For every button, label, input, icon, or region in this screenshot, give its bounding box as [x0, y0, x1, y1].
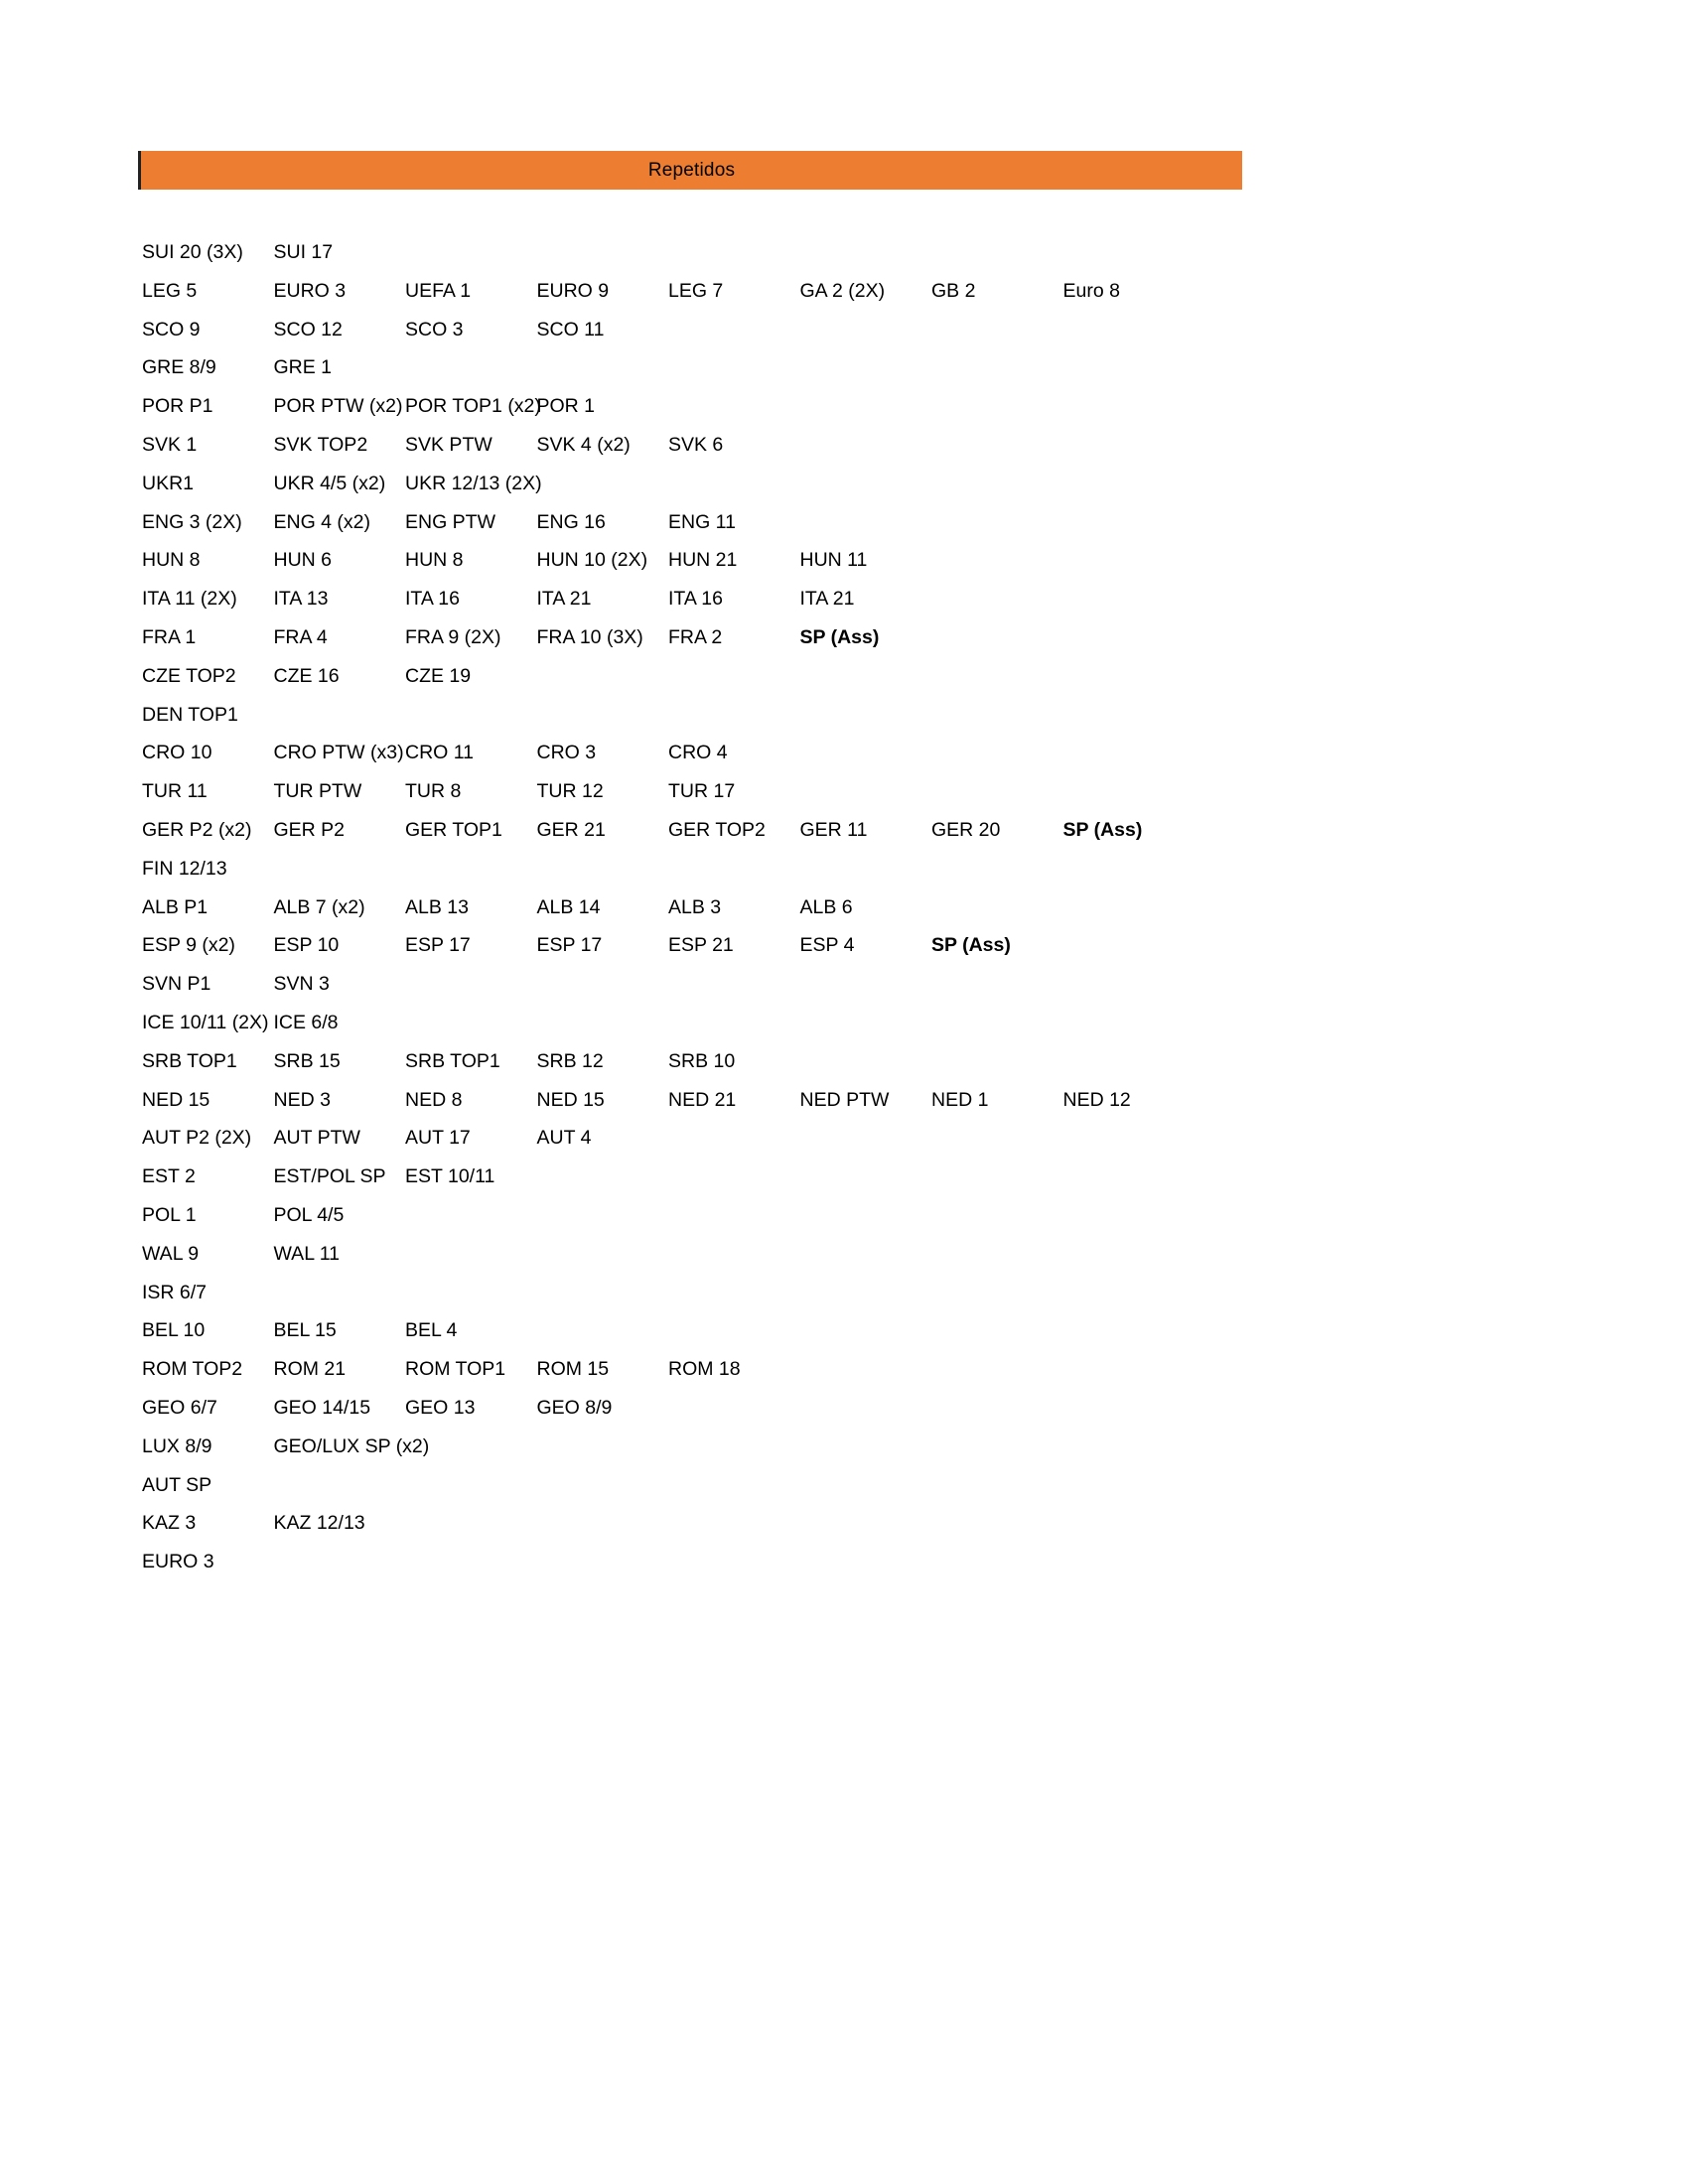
table-cell: POR P1	[142, 395, 213, 418]
table-cell: SVN P1	[142, 973, 211, 996]
table-cell: AUT 17	[405, 1127, 471, 1150]
table-cell: ROM TOP1	[405, 1358, 506, 1381]
table-row	[142, 465, 1284, 503]
table-row	[142, 965, 1284, 1004]
table-cell: ESP 9 (x2)	[142, 934, 235, 957]
table-cell: FRA 4	[273, 625, 328, 648]
table-row	[142, 580, 1284, 618]
table-cell: ESP 21	[668, 934, 734, 957]
table-row	[142, 926, 1284, 965]
table-cell: GER 21	[536, 818, 606, 841]
table-cell: SVK PTW	[405, 433, 492, 456]
table-row	[142, 503, 1284, 542]
table-cell: CRO 10	[142, 742, 212, 764]
table-cell: SRB 10	[668, 1049, 736, 1072]
table-cell: AUT SP	[142, 1473, 212, 1496]
table-cell: TUR 12	[536, 780, 604, 803]
table-row	[142, 1004, 1284, 1042]
table-cell: CRO PTW (x3)	[273, 742, 404, 764]
table-cell: LUX 8/9	[142, 1434, 212, 1457]
table-cell: UKR1	[142, 472, 195, 494]
table-cell: EURO 3	[142, 1551, 214, 1573]
table-cell: ROM 18	[668, 1358, 741, 1381]
table-cell: AUT 4	[536, 1127, 592, 1150]
table-cell: POL 1	[142, 1203, 197, 1226]
table-cell: SRB TOP1	[142, 1049, 237, 1072]
table-cell: FRA 10 (3X)	[536, 625, 643, 648]
table-cell: GRE 8/9	[142, 356, 216, 379]
table-cell: ENG PTW	[405, 510, 495, 533]
table-cell: GEO 13	[405, 1396, 476, 1419]
table-cell: GA 2 (2X)	[799, 279, 886, 302]
table-cell: KAZ 3	[142, 1512, 197, 1535]
table-cell: UEFA 1	[405, 279, 472, 302]
table-cell: BEL 10	[142, 1319, 206, 1342]
table-cell: LEG 5	[142, 279, 198, 302]
table-cell: GRE 1	[273, 356, 333, 379]
table-cell: FRA 9 (2X)	[405, 625, 501, 648]
table-cell: GB 2	[931, 279, 976, 302]
table-cell: ITA 16	[405, 588, 460, 611]
table-cell: SRB 12	[536, 1049, 604, 1072]
table-cell: ITA 21	[799, 588, 855, 611]
table-cell: SVN 3	[273, 973, 330, 996]
table-cell: SP (Ass)	[1062, 818, 1143, 841]
table-cell: GER TOP1	[405, 818, 502, 841]
table-cell: EST/POL SP	[273, 1165, 386, 1188]
table-row	[142, 1042, 1284, 1081]
table-cell: ITA 21	[536, 588, 592, 611]
table-cell: GER 20	[931, 818, 1001, 841]
table-cell: NED PTW	[799, 1088, 890, 1111]
table-cell: TUR 8	[405, 780, 462, 803]
table-cell: SCO 12	[273, 318, 343, 341]
table-row	[142, 772, 1284, 811]
table-row	[142, 1428, 1284, 1466]
table-cell: ALB 13	[405, 895, 469, 918]
table-row	[142, 1274, 1284, 1312]
table-row	[142, 1350, 1284, 1389]
table-row	[142, 696, 1284, 735]
table-cell: ROM 21	[273, 1358, 347, 1381]
table-cell: SRB TOP1	[405, 1049, 500, 1072]
table-cell: ITA 16	[668, 588, 723, 611]
table-cell: HUN 8	[142, 549, 201, 572]
table-cell: CZE 19	[405, 664, 472, 687]
table-cell: FIN 12/13	[142, 857, 227, 880]
table-cell: GER 11	[799, 818, 868, 841]
table-cell: FRA 2	[668, 625, 723, 648]
sheet-header-bar	[138, 151, 1242, 190]
table-cell: HUN 10 (2X)	[536, 549, 648, 572]
table-cell: ESP 17	[536, 934, 603, 957]
table-cell: SCO 3	[405, 318, 464, 341]
table-cell: SCO 9	[142, 318, 201, 341]
table-row	[142, 1081, 1284, 1120]
table-cell: EST 10/11	[405, 1165, 495, 1188]
table-cell: GER TOP2	[668, 818, 766, 841]
table-cell: GEO 8/9	[536, 1396, 613, 1419]
table-cell: ROM TOP2	[142, 1358, 243, 1381]
table-row	[142, 1543, 1284, 1581]
table-cell: ENG 16	[536, 510, 606, 533]
table-cell: CZE 16	[273, 664, 340, 687]
table-row	[142, 1235, 1284, 1274]
table-cell: ALB 14	[536, 895, 601, 918]
table-cell: POR PTW (x2)	[273, 395, 403, 418]
table-cell: GEO 6/7	[142, 1396, 217, 1419]
table-cell: CRO 4	[668, 742, 728, 764]
table-row	[142, 311, 1284, 349]
table-cell: ESP 10	[273, 934, 340, 957]
table-cell: UKR 12/13 (2X)	[405, 472, 542, 494]
table-row	[142, 387, 1284, 426]
table-cell: POR 1	[536, 395, 596, 418]
table-cell: CRO 11	[405, 742, 474, 764]
table-row	[142, 541, 1284, 580]
table-row	[142, 657, 1284, 696]
table-cell: SP (Ass)	[931, 934, 1011, 957]
table-cell: NED 21	[668, 1088, 737, 1111]
table-cell: NED 8	[405, 1088, 463, 1111]
table-cell: SP (Ass)	[799, 625, 880, 648]
table-cell: ISR 6/7	[142, 1281, 208, 1303]
table-row	[142, 1119, 1284, 1158]
table-cell: KAZ 12/13	[273, 1512, 365, 1535]
table-cell: ESP 17	[405, 934, 471, 957]
table-row	[142, 426, 1284, 465]
table-cell: GER P2 (x2)	[142, 818, 252, 841]
table-row	[142, 888, 1284, 927]
table-cell: LEG 7	[668, 279, 724, 302]
table-cell: AUT PTW	[273, 1127, 360, 1150]
table-cell: ENG 3 (2X)	[142, 510, 242, 533]
table-cell: NED 12	[1062, 1088, 1131, 1111]
table-cell: Euro 8	[1062, 279, 1120, 302]
table-cell: AUT P2 (2X)	[142, 1127, 252, 1150]
table-cell: HUN 8	[405, 549, 464, 572]
table-cell: ESP 4	[799, 934, 855, 957]
table-cell: SUI 20 (3X)	[142, 241, 243, 263]
table-row	[142, 233, 1284, 272]
table-cell: EST 2	[142, 1165, 196, 1188]
table-cell: ALB 3	[668, 895, 722, 918]
table-cell: SVK TOP2	[273, 433, 368, 456]
table-cell: WAL 11	[273, 1242, 340, 1265]
table-cell: ENG 11	[668, 510, 736, 533]
table-cell: FRA 1	[142, 625, 197, 648]
table-cell: DEN TOP1	[142, 703, 238, 726]
table-cell: BEL 4	[405, 1319, 458, 1342]
table-cell: ALB 7 (x2)	[273, 895, 365, 918]
table-row	[142, 1158, 1284, 1196]
table-row	[142, 734, 1284, 772]
table-cell: CRO 3	[536, 742, 597, 764]
table-cell: NED 3	[273, 1088, 331, 1111]
table-row	[142, 1389, 1284, 1428]
table-row	[142, 272, 1284, 311]
table-cell: ICE 10/11 (2X)	[142, 1011, 269, 1033]
table-row	[142, 1311, 1284, 1350]
table-cell: UKR 4/5 (x2)	[273, 472, 386, 494]
table-cell: ITA 13	[273, 588, 329, 611]
table-cell: SVK 1	[142, 433, 198, 456]
table-cell: SVK 4 (x2)	[536, 433, 631, 456]
table-cell: ROM 15	[536, 1358, 610, 1381]
table-cell: POR TOP1 (x2)	[405, 395, 541, 418]
sticker-grid	[142, 233, 1284, 1581]
table-cell: ALB 6	[799, 895, 853, 918]
table-cell: GER P2	[273, 818, 346, 841]
table-cell: EURO 9	[536, 279, 610, 302]
table-cell: SRB 15	[273, 1049, 341, 1072]
table-cell: SCO 11	[536, 318, 605, 341]
table-row	[142, 1196, 1284, 1235]
table-row	[142, 1504, 1284, 1543]
table-cell: NED 1	[931, 1088, 989, 1111]
table-row	[142, 850, 1284, 888]
table-cell: POL 4/5	[273, 1203, 345, 1226]
table-cell: SUI 17	[273, 241, 334, 263]
table-cell: CZE TOP2	[142, 664, 236, 687]
table-cell: BEL 15	[273, 1319, 337, 1342]
table-cell: TUR 17	[668, 780, 736, 803]
table-row	[142, 348, 1284, 387]
table-cell: ITA 11 (2X)	[142, 588, 237, 611]
table-cell: NED 15	[142, 1088, 211, 1111]
table-row	[142, 811, 1284, 850]
table-cell: EURO 3	[273, 279, 347, 302]
table-cell: TUR 11	[142, 780, 208, 803]
table-row	[142, 1466, 1284, 1505]
table-cell: NED 15	[536, 1088, 605, 1111]
table-row	[142, 618, 1284, 657]
table-cell: HUN 6	[273, 549, 333, 572]
table-cell: GEO 14/15	[273, 1396, 371, 1419]
table-cell: HUN 11	[799, 549, 868, 572]
table-cell: ENG 4 (x2)	[273, 510, 371, 533]
sheet-title: Repetidos	[647, 159, 736, 181]
table-cell: ALB P1	[142, 895, 209, 918]
table-cell: HUN 21	[668, 549, 738, 572]
table-cell: ICE 6/8	[273, 1011, 339, 1033]
table-cell: TUR PTW	[273, 780, 362, 803]
table-cell: WAL 9	[142, 1242, 200, 1265]
table-cell: GEO/LUX SP (x2)	[273, 1434, 430, 1457]
table-cell: SVK 6	[668, 433, 724, 456]
